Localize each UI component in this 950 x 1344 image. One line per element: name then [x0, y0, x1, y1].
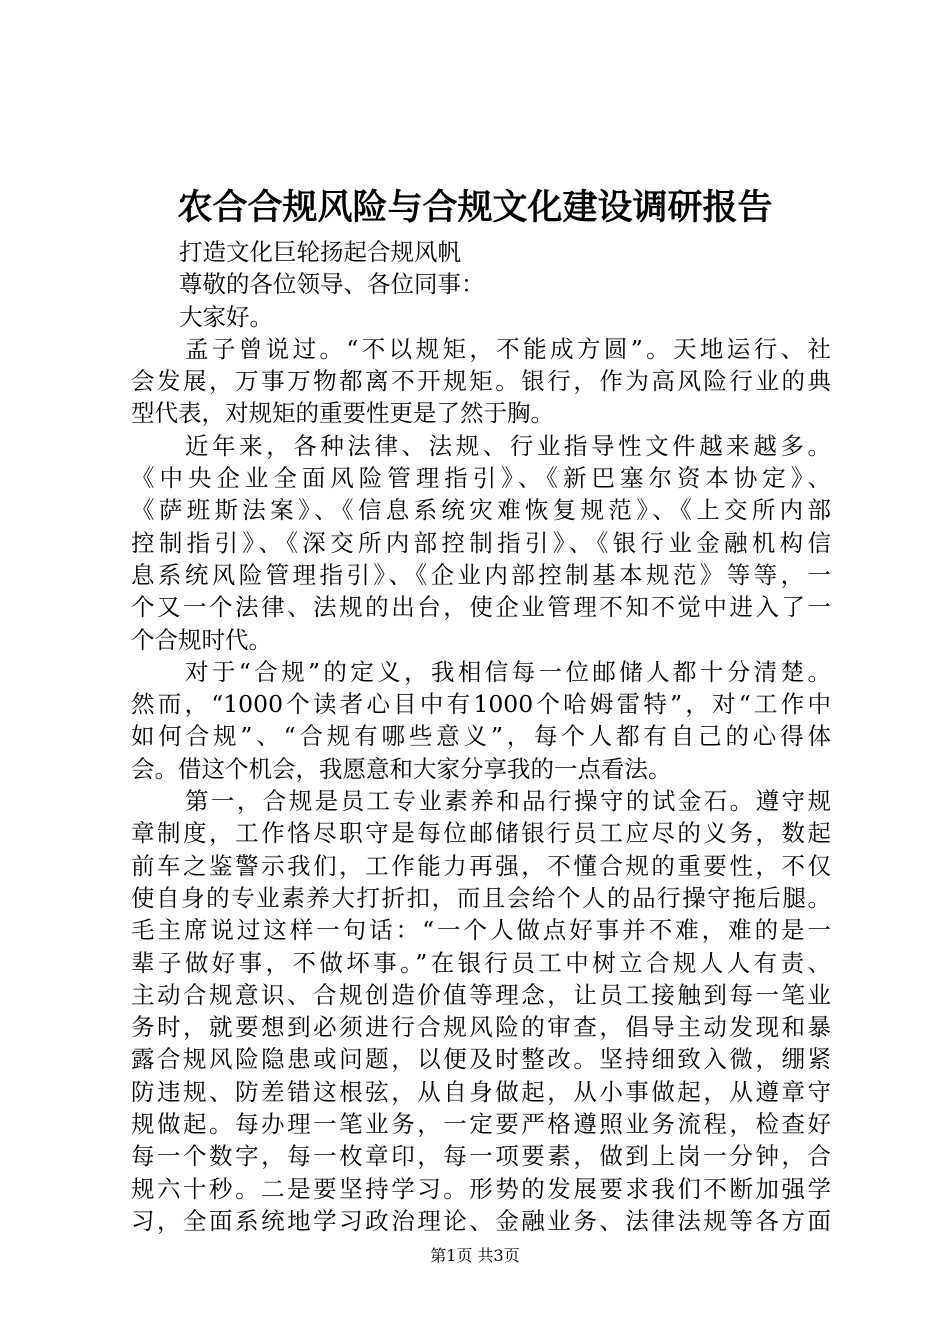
body-line: 辈子做好事，不做坏事。”在银行员工中树立合规人人有责、	[131, 948, 831, 977]
body-line: 个合规时代。	[131, 625, 272, 654]
body-line: 露合规风险隐患或问题，以便及时整改。坚持细致入微，绷紧	[131, 1045, 831, 1074]
body-line: 息系统风险管理指引》、《企业内部控制基本规范》等等，一	[131, 560, 831, 589]
body-line: 规六十秒。二是要坚持学习。形势的发展要求我们不断加强学	[131, 1174, 831, 1203]
body-line: 孟子曾说过。“不以规矩，不能成方圆”。天地运行、社	[185, 334, 831, 363]
body-line: 然而，“1000个读者心目中有1000个哈姆雷特”，对“工作中	[131, 690, 831, 719]
body-line: 务时，就要想到必须进行合规风险的审查，倡导主动发现和暴	[131, 1013, 831, 1042]
body-line: 每一个数字，每一枚章印，每一项要素，做到上岗一分钟，合	[131, 1142, 831, 1171]
body-line: 毛主席说过这样一句话：“一个人做点好事并不难，难的是一	[131, 916, 831, 945]
body-line: 前车之鉴警示我们，工作能力再强，不懂合规的重要性，不仅	[131, 851, 831, 880]
body-line: 近年来，各种法律、法规、行业指导性文件越来越多。	[185, 431, 831, 460]
document-body	[131, 236, 831, 1237]
body-line: 使自身的专业素养大打折扣，而且会给个人的品行操守拖后腿。	[131, 883, 831, 912]
document-title: 农合合规风险与合规文化建设调研报告	[177, 187, 773, 228]
body-line: 防违规、防差错这根弦，从自身做起，从小事做起，从遵章守	[131, 1077, 831, 1106]
body-line: 习，全面系统地学习政治理论、金融业务、法律法规等各方面	[131, 1206, 831, 1235]
body-line: 会。借这个机会，我愿意和大家分享我的一点看法。	[131, 754, 672, 783]
body-line: 型代表，对规矩的重要性更是了然于胸。	[131, 399, 554, 428]
body-line: 个又一个法律、法规的出台，使企业管理不知不觉中进入了一	[131, 593, 831, 622]
body-line: 规做起。每办理一笔业务，一定要严格遵照业务流程，检查好	[131, 1110, 831, 1139]
body-line: 《中央企业全面风险管理指引》、《新巴塞尔资本协定》、	[131, 464, 831, 493]
body-line: 章制度，工作恪尽职守是每位邮储银行员工应尽的义务，数起	[131, 819, 831, 848]
greeting-line: 大家好。	[179, 302, 273, 331]
body-line: 控制指引》、《深交所内部控制指引》、《银行业金融机构信	[131, 528, 831, 557]
body-line: 对于“合规”的定义，我相信每一位邮储人都十分清楚。	[185, 657, 831, 686]
body-line: 主动合规意识、合规创造价值等理念，让员工接触到每一笔业	[131, 980, 831, 1009]
body-line: 会发展，万事万物都离不开规矩。银行，作为高风险行业的典	[131, 367, 831, 396]
page-number: 第1页 共3页	[430, 1246, 520, 1265]
subtitle-line: 打造文化巨轮扬起合规风帆	[179, 238, 461, 266]
salutation-line: 尊敬的各位领导、各位同事：	[179, 270, 485, 299]
body-line: 《萨班斯法案》、《信息系统灾难恢复规范》、《上交所内部	[131, 496, 831, 525]
body-line: 如何合规”、“合规有哪些意义”，每个人都有自己的心得体	[131, 722, 831, 751]
body-line: 第一，合规是员工专业素养和品行操守的试金石。遵守规	[185, 787, 831, 816]
